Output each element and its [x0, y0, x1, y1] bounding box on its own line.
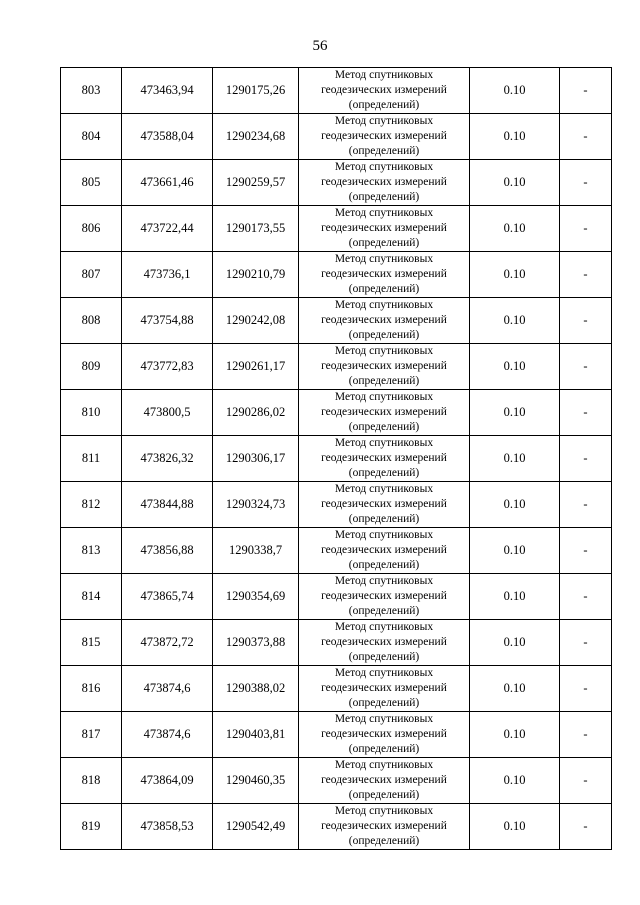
method-cell	[299, 68, 470, 114]
table-row	[61, 482, 612, 528]
note-cell: -	[560, 574, 612, 620]
x-coordinate-cell: 473722,44	[122, 206, 213, 252]
point-number-cell: 817	[61, 712, 122, 758]
table-row	[61, 758, 612, 804]
y-coordinate-cell: 1290542,49	[213, 804, 299, 850]
accuracy-cell: 0.10	[470, 344, 560, 390]
point-number-cell: 805	[61, 160, 122, 206]
x-coordinate-cell: 473661,46	[122, 160, 213, 206]
accuracy-cell: 0.10	[470, 114, 560, 160]
note-cell: -	[560, 160, 612, 206]
method-line: Метод спутниковых	[334, 253, 434, 265]
method-line: (определений)	[348, 789, 420, 801]
y-coordinate-cell: 1290175,26	[213, 68, 299, 114]
table-row	[61, 252, 612, 298]
x-coordinate-cell: 473872,72	[122, 620, 213, 666]
method-cell	[299, 390, 470, 436]
y-coordinate-cell: 1290259,57	[213, 160, 299, 206]
method-cell	[299, 298, 470, 344]
y-coordinate-cell: 1290242,08	[213, 298, 299, 344]
x-coordinate-cell: 473858,53	[122, 804, 213, 850]
method-line: геодезических измерений	[321, 268, 447, 280]
accuracy-cell: 0.10	[470, 712, 560, 758]
note-cell: -	[560, 482, 612, 528]
method-line: Метод спутниковых	[334, 345, 434, 357]
method-line: Метод спутниковых	[334, 759, 434, 771]
table-row	[61, 68, 612, 114]
table-row	[61, 390, 612, 436]
y-coordinate-cell: 1290234,68	[213, 114, 299, 160]
x-coordinate-cell: 473874,6	[122, 712, 213, 758]
x-coordinate-cell: 473874,6	[122, 666, 213, 712]
table-row	[61, 620, 612, 666]
method-line: (определений)	[348, 467, 420, 479]
method-cell	[299, 528, 470, 574]
table-row	[61, 712, 612, 758]
table-row	[61, 114, 612, 160]
method-line: геодезических измерений	[321, 774, 447, 786]
method-line: Метод спутниковых	[334, 483, 434, 495]
accuracy-cell: 0.10	[470, 206, 560, 252]
method-cell	[299, 344, 470, 390]
method-line: Метод спутниковых	[334, 529, 434, 541]
point-number-cell: 813	[61, 528, 122, 574]
note-cell: -	[560, 390, 612, 436]
method-line: геодезических измерений	[321, 130, 447, 142]
method-line: (определений)	[348, 99, 420, 111]
method-line: геодезических измерений	[321, 682, 447, 694]
accuracy-cell: 0.10	[470, 160, 560, 206]
method-cell	[299, 206, 470, 252]
method-line: геодезических измерений	[321, 820, 447, 832]
table-row	[61, 344, 612, 390]
method-line: геодезических измерений	[321, 406, 447, 418]
method-cell	[299, 574, 470, 620]
method-line: (определений)	[348, 375, 420, 387]
method-line: (определений)	[348, 421, 420, 433]
x-coordinate-cell: 473844,88	[122, 482, 213, 528]
method-line: (определений)	[348, 145, 420, 157]
method-line: Метод спутниковых	[334, 437, 434, 449]
method-cell	[299, 482, 470, 528]
method-line: геодезических измерений	[321, 590, 447, 602]
method-cell	[299, 712, 470, 758]
method-line: (определений)	[348, 191, 420, 203]
method-cell	[299, 160, 470, 206]
method-cell	[299, 758, 470, 804]
y-coordinate-cell: 1290354,69	[213, 574, 299, 620]
x-coordinate-cell: 473463,94	[122, 68, 213, 114]
method-line: (определений)	[348, 237, 420, 249]
point-number-cell: 812	[61, 482, 122, 528]
x-coordinate-cell: 473826,32	[122, 436, 213, 482]
table-row	[61, 528, 612, 574]
accuracy-cell: 0.10	[470, 758, 560, 804]
method-line: геодезических измерений	[321, 544, 447, 556]
x-coordinate-cell: 473864,09	[122, 758, 213, 804]
x-coordinate-cell: 473754,88	[122, 298, 213, 344]
y-coordinate-cell: 1290403,81	[213, 712, 299, 758]
method-cell	[299, 666, 470, 712]
point-number-cell: 808	[61, 298, 122, 344]
y-coordinate-cell: 1290173,55	[213, 206, 299, 252]
note-cell: -	[560, 344, 612, 390]
accuracy-cell: 0.10	[470, 436, 560, 482]
method-line: (определений)	[348, 651, 420, 663]
method-line: Метод спутниковых	[334, 299, 434, 311]
method-line: Метод спутниковых	[334, 391, 434, 403]
point-number-cell: 819	[61, 804, 122, 850]
x-coordinate-cell: 473736,1	[122, 252, 213, 298]
note-cell: -	[560, 758, 612, 804]
accuracy-cell: 0.10	[470, 298, 560, 344]
page-number: 56	[312, 38, 328, 54]
point-number-cell: 818	[61, 758, 122, 804]
note-cell: -	[560, 114, 612, 160]
accuracy-cell: 0.10	[470, 252, 560, 298]
method-line: геодезических измерений	[321, 452, 447, 464]
y-coordinate-cell: 1290460,35	[213, 758, 299, 804]
method-line: (определений)	[348, 513, 420, 525]
note-cell: -	[560, 206, 612, 252]
x-coordinate-cell: 473856,88	[122, 528, 213, 574]
method-line: геодезических измерений	[321, 636, 447, 648]
method-line: геодезических измерений	[321, 222, 447, 234]
method-line: геодезических измерений	[321, 176, 447, 188]
table-row	[61, 436, 612, 482]
accuracy-cell: 0.10	[470, 804, 560, 850]
method-cell	[299, 252, 470, 298]
method-line: (определений)	[348, 743, 420, 755]
y-coordinate-cell: 1290338,7	[213, 528, 299, 574]
table-row	[61, 206, 612, 252]
method-line: Метод спутниковых	[334, 805, 434, 817]
method-line: геодезических измерений	[321, 728, 447, 740]
method-line: (определений)	[348, 835, 420, 847]
point-number-cell: 815	[61, 620, 122, 666]
y-coordinate-cell: 1290373,88	[213, 620, 299, 666]
point-number-cell: 811	[61, 436, 122, 482]
y-coordinate-cell: 1290210,79	[213, 252, 299, 298]
method-line: геодезических измерений	[321, 498, 447, 510]
method-line: Метод спутниковых	[334, 713, 434, 725]
method-line: (определений)	[348, 329, 420, 341]
method-line: Метод спутниковых	[334, 667, 434, 679]
coordinates-table	[60, 67, 612, 850]
note-cell: -	[560, 68, 612, 114]
method-line: (определений)	[348, 559, 420, 571]
y-coordinate-cell: 1290286,02	[213, 390, 299, 436]
accuracy-cell: 0.10	[470, 528, 560, 574]
method-cell	[299, 620, 470, 666]
y-coordinate-cell: 1290261,17	[213, 344, 299, 390]
point-number-cell: 810	[61, 390, 122, 436]
method-line: Метод спутниковых	[334, 575, 434, 587]
method-line: Метод спутниковых	[334, 115, 434, 127]
method-cell	[299, 114, 470, 160]
accuracy-cell: 0.10	[470, 620, 560, 666]
method-line: Метод спутниковых	[334, 621, 434, 633]
accuracy-cell: 0.10	[470, 574, 560, 620]
accuracy-cell: 0.10	[470, 666, 560, 712]
method-cell	[299, 804, 470, 850]
point-number-cell: 816	[61, 666, 122, 712]
method-cell	[299, 436, 470, 482]
point-number-cell: 803	[61, 68, 122, 114]
y-coordinate-cell: 1290324,73	[213, 482, 299, 528]
note-cell: -	[560, 436, 612, 482]
x-coordinate-cell: 473865,74	[122, 574, 213, 620]
method-line: (определений)	[348, 283, 420, 295]
note-cell: -	[560, 252, 612, 298]
point-number-cell: 806	[61, 206, 122, 252]
y-coordinate-cell: 1290306,17	[213, 436, 299, 482]
method-line: геодезических измерений	[321, 360, 447, 372]
method-line: Метод спутниковых	[334, 69, 434, 81]
method-line: (определений)	[348, 697, 420, 709]
point-number-cell: 804	[61, 114, 122, 160]
note-cell: -	[560, 298, 612, 344]
table-row	[61, 804, 612, 850]
coordinates-table-body	[61, 68, 612, 850]
accuracy-cell: 0.10	[470, 390, 560, 436]
table-row	[61, 298, 612, 344]
table-row	[61, 666, 612, 712]
method-line: геодезических измерений	[321, 314, 447, 326]
note-cell: -	[560, 804, 612, 850]
x-coordinate-cell: 473772,83	[122, 344, 213, 390]
method-line: Метод спутниковых	[334, 207, 434, 219]
note-cell: -	[560, 528, 612, 574]
table-row	[61, 574, 612, 620]
accuracy-cell: 0.10	[470, 68, 560, 114]
x-coordinate-cell: 473800,5	[122, 390, 213, 436]
y-coordinate-cell: 1290388,02	[213, 666, 299, 712]
method-line: геодезических измерений	[321, 84, 447, 96]
point-number-cell: 809	[61, 344, 122, 390]
note-cell: -	[560, 666, 612, 712]
accuracy-cell: 0.10	[470, 482, 560, 528]
table-row	[61, 160, 612, 206]
note-cell: -	[560, 712, 612, 758]
point-number-cell: 814	[61, 574, 122, 620]
method-line: (определений)	[348, 605, 420, 617]
note-cell: -	[560, 620, 612, 666]
method-line: Метод спутниковых	[334, 161, 434, 173]
x-coordinate-cell: 473588,04	[122, 114, 213, 160]
point-number-cell: 807	[61, 252, 122, 298]
